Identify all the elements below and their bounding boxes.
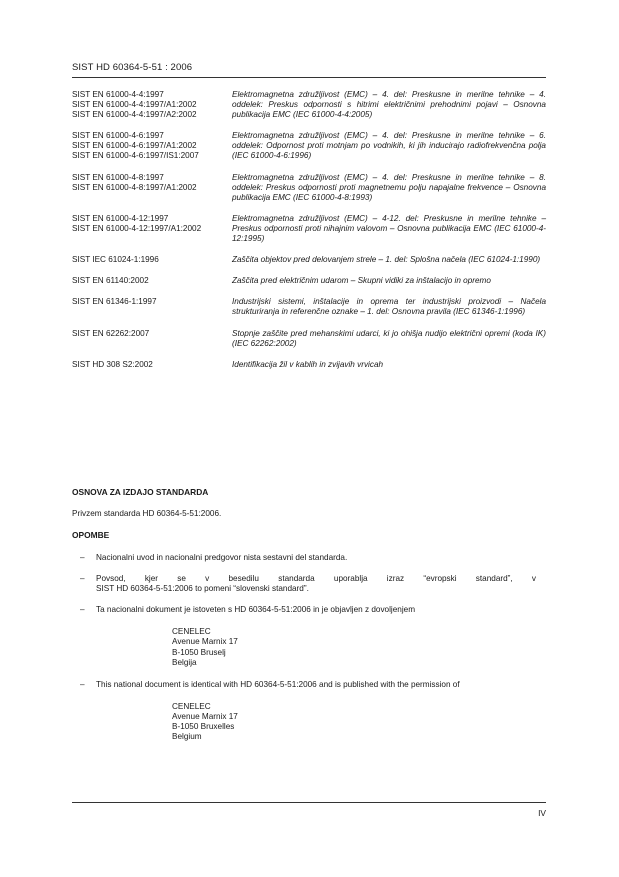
reference-codes (72, 276, 232, 286)
reference-title: Identifikacija žil v kablih in zvijavih vrvicah (232, 359, 384, 369)
reference-title: Elektromagnetna združljivost (EMC) – 4. del: Preskusne in merilne tehnike – 4. oddelek: Preskus odpornosti s hitrimi električnimi prehodnimi pojavi – Osnovna publikacija EMC (IEC 61000-4-4:2005) (232, 90, 546, 120)
basis-heading: OSNOVA ZA IZDAJO STANDARDA (72, 487, 209, 497)
reference-codes (72, 360, 232, 370)
reference-row (72, 90, 546, 120)
note-item (72, 553, 546, 563)
reference-row (72, 276, 546, 286)
reference-codes (72, 90, 232, 120)
reference-title: Zaščita pred električnim udarom – Skupni vidiki za inštalacijo in opremo (232, 276, 491, 286)
reference-title: Industrijski sistemi, inštalacije in oprema ter industrijski proizvodi – Načela strukturiranja in referenčne oznake – 1. del: Osnovna pravila (IEC 61346-1:1996) (232, 297, 546, 317)
reference-row (72, 360, 546, 370)
reference-list (72, 90, 546, 381)
reference-title: Zaščita objektov pred delovanjem strele – 1. del: Splošna načela (IEC 61024-1:1990) (232, 255, 541, 265)
reference-row (72, 131, 546, 161)
page-header: SIST HD 60364-5-51 : 2006 (72, 62, 193, 73)
basis-section (72, 487, 546, 519)
note-text: This national document is identical with HD 60364-5-51:2006 and is published with the permission of (96, 679, 460, 689)
reference-title: Elektromagnetna združljivost (EMC) – 4. del: Preskusne in merilne tehnike – 8. oddelek: Preskus odpornosti proti magnetnemu polju napajalne frekvence – Osnovna publikacija EMC (IEC 61000-4-8:1993) (232, 172, 546, 202)
note-item (72, 605, 546, 615)
reference-codes (72, 131, 232, 161)
address-line: CENELEC (172, 627, 211, 637)
reference-codes (72, 297, 232, 317)
address-line: B-1050 Bruxelles (172, 722, 235, 732)
notes-heading: OPOMBE (72, 530, 110, 540)
address-line: Avenue Marnix 17 (172, 711, 238, 721)
reference-row (72, 329, 546, 349)
reference-codes (72, 329, 232, 349)
reference-title: Stopnje zaščite pred mehanskimi udarci, ki jo ohišja nudijo električni opremi (koda IK) (IEC 62262:2002) (232, 328, 546, 348)
reference-codes (72, 255, 232, 265)
basis-text: Privzem standarda HD 60364-5-51:2006. (72, 509, 222, 518)
header-rule (72, 77, 546, 78)
note-dash: – (80, 574, 85, 584)
reference-row (72, 297, 546, 317)
note-dash: – (80, 605, 85, 615)
note-dash: – (80, 679, 85, 689)
standard-code: SIST EN 61000-4-4:1997 (72, 90, 164, 99)
footer-rule (72, 802, 546, 803)
notes-section (72, 530, 546, 742)
reference-row (72, 214, 546, 244)
standard-code: SIST EN 61346-1:1997 (72, 297, 157, 307)
note-text (96, 574, 536, 594)
address-line: Belgium (172, 732, 202, 742)
standard-code: SIST EN 61140:2002 (72, 276, 149, 286)
note-item (72, 574, 546, 594)
address-line: Avenue Marnix 17 (172, 637, 238, 647)
standard-code: SIST EN 61000-4-8:1997 (72, 172, 164, 182)
note-dash: – (80, 553, 85, 562)
reference-row (72, 173, 546, 203)
note-item (72, 680, 546, 690)
standard-code: SIST EN 61000-4-8:1997/A1:2002 (72, 182, 197, 192)
page-number: IV (538, 808, 546, 818)
note-text: Nacionalni uvod in nacionalni predgovor nista sestavni del standarda. (96, 553, 348, 562)
address-line: B-1050 Bruselj (172, 647, 226, 657)
reference-title: Elektromagnetna združljivost (EMC) – 4-12. del: Preskusne in merilne tehnike – Preskus odpornosti proti nihajnim valovom – Osnovna publikacija EMC (IEC 61000-4-12:1995) (232, 213, 546, 244)
standard-code: SIST HD 308 S2:2002 (72, 359, 153, 369)
standard-code: SIST EN 61000-4-6:1997 (72, 131, 164, 141)
standard-code: SIST EN 61000-4-6:1997/A1:2002 (72, 141, 197, 151)
standard-code: SIST EN 61000-4-4:1997/A1:2002 (72, 100, 197, 110)
note-text-line: SIST HD 60364-5-51:2006 to pomeni “slovenski standard”. (96, 584, 309, 594)
standard-code: SIST EN 62262:2007 (72, 328, 150, 338)
address-block-en (172, 702, 546, 742)
note-text: Ta nacionalni dokument je istoveten s HD 60364-5-51:2006 in je objavljen z dovoljenjem (96, 605, 416, 615)
reference-title: Elektromagnetna združljivost (EMC) – 4. del: Preskusne in merilne tehnike – 6. oddelek: Odpornost proti motnjam po vodnikih, ki jih inducirajo radiofrekvenčna polja (IEC 61000-4-6:1996) (232, 131, 546, 161)
reference-codes (72, 173, 232, 203)
address-line: Belgija (172, 657, 197, 667)
standard-code: SIST EN 61000-4-6:1997/IS1:2007 (72, 151, 199, 161)
reference-row (72, 255, 546, 265)
address-block-sl (172, 627, 546, 667)
note-text-line: Povsod, kjer se v besedilu standarda uporablja izraz “evropski standard”, v (96, 574, 536, 584)
standard-code: SIST EN 61000-4-12:1997/A1:2002 (72, 223, 202, 233)
standard-code: SIST EN 61000-4-4:1997/A2:2002 (72, 110, 197, 120)
standard-code: SIST IEC 61024-1:1996 (72, 255, 159, 265)
address-line: CENELEC (172, 701, 211, 711)
standard-code: SIST EN 61000-4-12:1997 (72, 213, 169, 223)
reference-codes (72, 214, 232, 244)
